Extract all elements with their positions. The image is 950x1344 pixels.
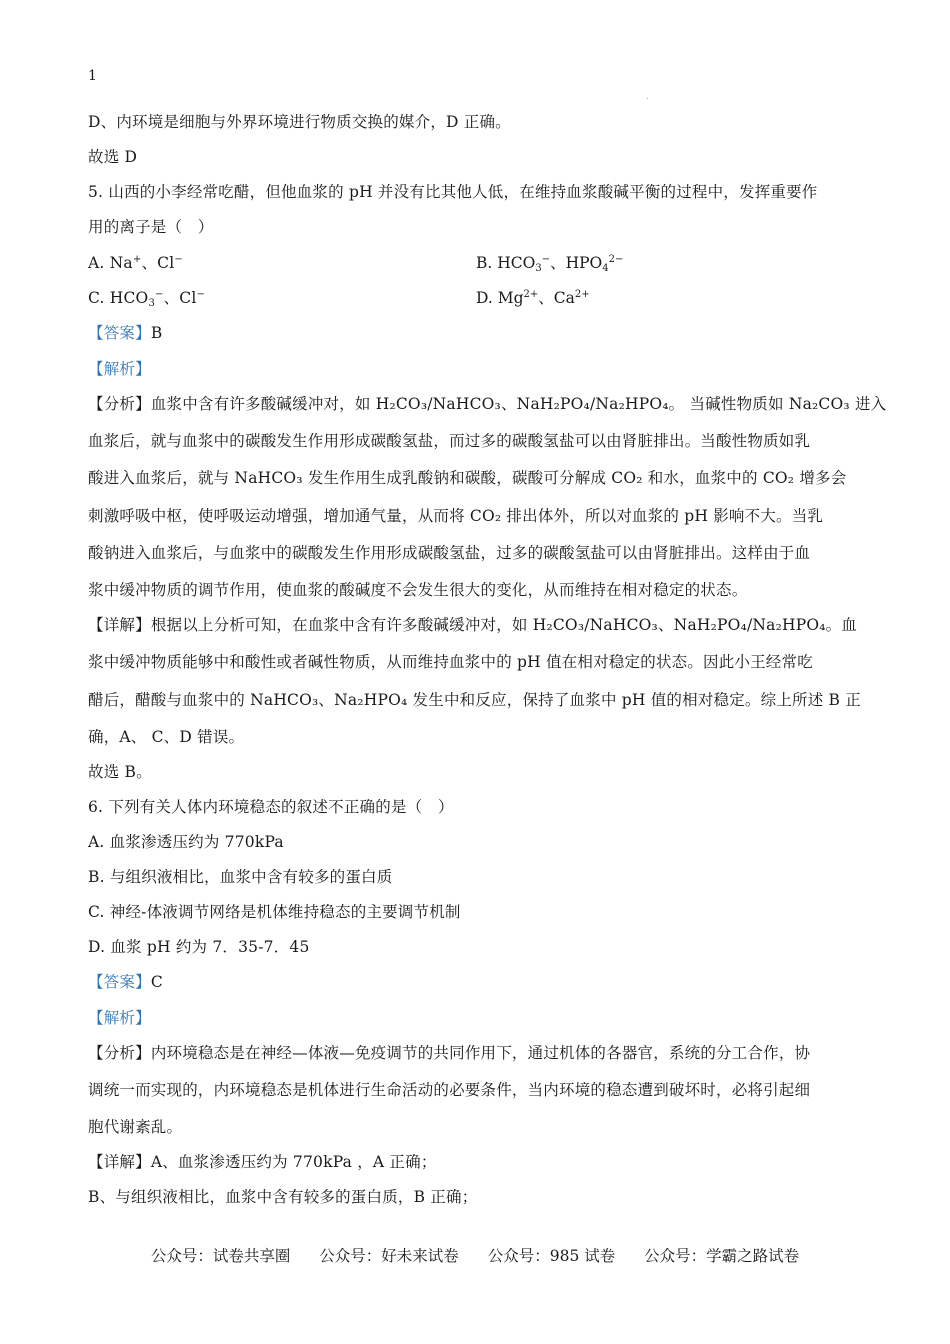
xiangjie-tag: 【详解】 [88, 616, 151, 634]
q5-analysis-tag: 【解析】 [88, 360, 151, 378]
fenxi-tag: 【分析】 [88, 1044, 151, 1062]
q6-option-a: A. 血浆渗透压约为 770kPa [88, 833, 284, 851]
q5-option-b: B. $HCO_3^-$、$HPO_4^{2-}$ [476, 254, 624, 274]
answer-tag: 【答案】 [88, 324, 151, 342]
q6-xiangjie-line-2: B、与组织液相比，血浆中含有较多的蛋白质，B 正确； [88, 1188, 478, 1206]
q5-choose: 故选 B。 [88, 763, 152, 781]
q5-stem-line-1: 5. 山西的小李经常吃醋，但他血浆的 pH 并没有比其他人低，在维持血浆酸碱平衡的过程中，发挥重要作 [88, 183, 818, 201]
q5-xiangjie-line-1: 【详解】根据以上分析可知，在血浆中含有许多酸碱缓冲对，如 H₂CO₃/NaHCO₃、NaH₂PO₄/Na₂HPO₄。血 [88, 616, 858, 634]
q5-option-a: A. Na+、Cl− [88, 254, 183, 272]
q6-fenxi-line-1: 【分析】内环境稳态是在神经—体液—免疫调节的共同作用下，通过机体的各器官，系统的分工合作，协 [88, 1044, 811, 1062]
fenxi-tag: 【分析】 [88, 395, 151, 413]
footer-item: 公众号：试卷共享圈 [150, 1247, 291, 1265]
answer-tag: 【答案】 [88, 973, 151, 991]
q4-option-d-explanation: D、内环境是细胞与外界环境进行物质交换的媒介，D 正确。 [88, 113, 511, 131]
footer-item: 公众号：学霸之路试卷 [644, 1247, 800, 1265]
page-number: 1 [88, 68, 97, 84]
q4-choose: 故选 D [88, 148, 138, 166]
footer-watermark [0, 1244, 950, 1266]
q5-xiangjie-line-2: 浆中缓冲物质能够中和酸性或者碱性物质，从而维持血浆中的 pH 值在相对稳定的状态。因此小王经常吃 [88, 653, 813, 671]
q6-analysis-tag: 【解析】 [88, 1009, 151, 1027]
q5-fenxi-line-3: 酸进入血浆后，就与 NaHCO₃ 发生作用生成乳酸钠和碳酸，碳酸可分解成 CO₂ 和水，血浆中的 CO₂ 增多会 [88, 469, 847, 487]
q5-fenxi-line-6: 浆中缓冲物质的调节作用，使血浆的酸碱度不会发生很大的变化，从而维持在相对稳定的状态。 [88, 581, 748, 599]
q5-option-c: C. $HCO_3^-$、Cl− [88, 289, 206, 309]
q5-stem-line-2: 用的离子是（ ） [88, 218, 214, 236]
q6-option-d: D. 血浆 pH 约为 7．35-7．45 [88, 938, 310, 956]
footer-item: 公众号：好未来试卷 [319, 1247, 459, 1265]
q5-fenxi-line-1: 【分析】血浆中含有许多酸碱缓冲对，如 H₂CO₃/NaHCO₃、NaH₂PO₄/Na₂HPO₄。 当碱性物质如 Na₂CO₃ 进入 [88, 395, 887, 413]
q5-xiangjie-line-4: 确，A、 C、D 错误。 [88, 728, 245, 746]
q5-fenxi-line-2: 血浆后，就与血浆中的碳酸发生作用形成碳酸氢盐，而过多的碳酸氢盐可以由肾脏排出。当酸性物质如乳 [88, 432, 811, 450]
q5-answer: 【答案】B [88, 324, 163, 342]
xiangjie-tag: 【详解】 [88, 1153, 151, 1171]
q6-xiangjie-line-1: 【详解】A、血浆渗透压约为 770kPa ，A 正确； [88, 1153, 437, 1171]
q6-fenxi-line-3: 胞代谢紊乱。 [88, 1118, 183, 1136]
q6-fenxi-line-2: 调统一而实现的，内环境稳态是机体进行生命活动的必要条件，当内环境的稳态遭到破坏时，必将引起细 [88, 1081, 811, 1099]
corner-mark: . [646, 92, 649, 101]
q6-option-b: B. 与组织液相比，血浆中含有较多的蛋白质 [88, 868, 393, 886]
q6-option-c: C. 神经-体液调节网络是机体维持稳态的主要调节机制 [88, 903, 461, 921]
q5-option-d: D. $Mg^{2+}$、$Ca^{2+}$ [476, 289, 590, 307]
q5-xiangjie-line-3: 醋后，醋酸与血浆中的 NaHCO₃、Na₂HPO₄ 发生中和反应，保持了血浆中 pH 值的相对稳定。综上所述 B 正 [88, 691, 861, 709]
q5-fenxi-line-4: 刺激呼吸中枢，使呼吸运动增强，增加通气量，从而将 CO₂ 排出体外，所以对血浆的 pH 影响不大。当乳 [88, 507, 824, 525]
footer-item: 公众号：985 试卷 [487, 1247, 616, 1265]
q6-answer: 【答案】C [88, 973, 163, 991]
q5-fenxi-line-5: 酸钠进入血浆后，与血浆中的碳酸发生作用形成碳酸氢盐，过多的碳酸氢盐可以由肾脏排出。这样由于血 [88, 544, 811, 562]
q6-stem: 6. 下列有关人体内环境稳态的叙述不正确的是（ ） [88, 798, 454, 816]
